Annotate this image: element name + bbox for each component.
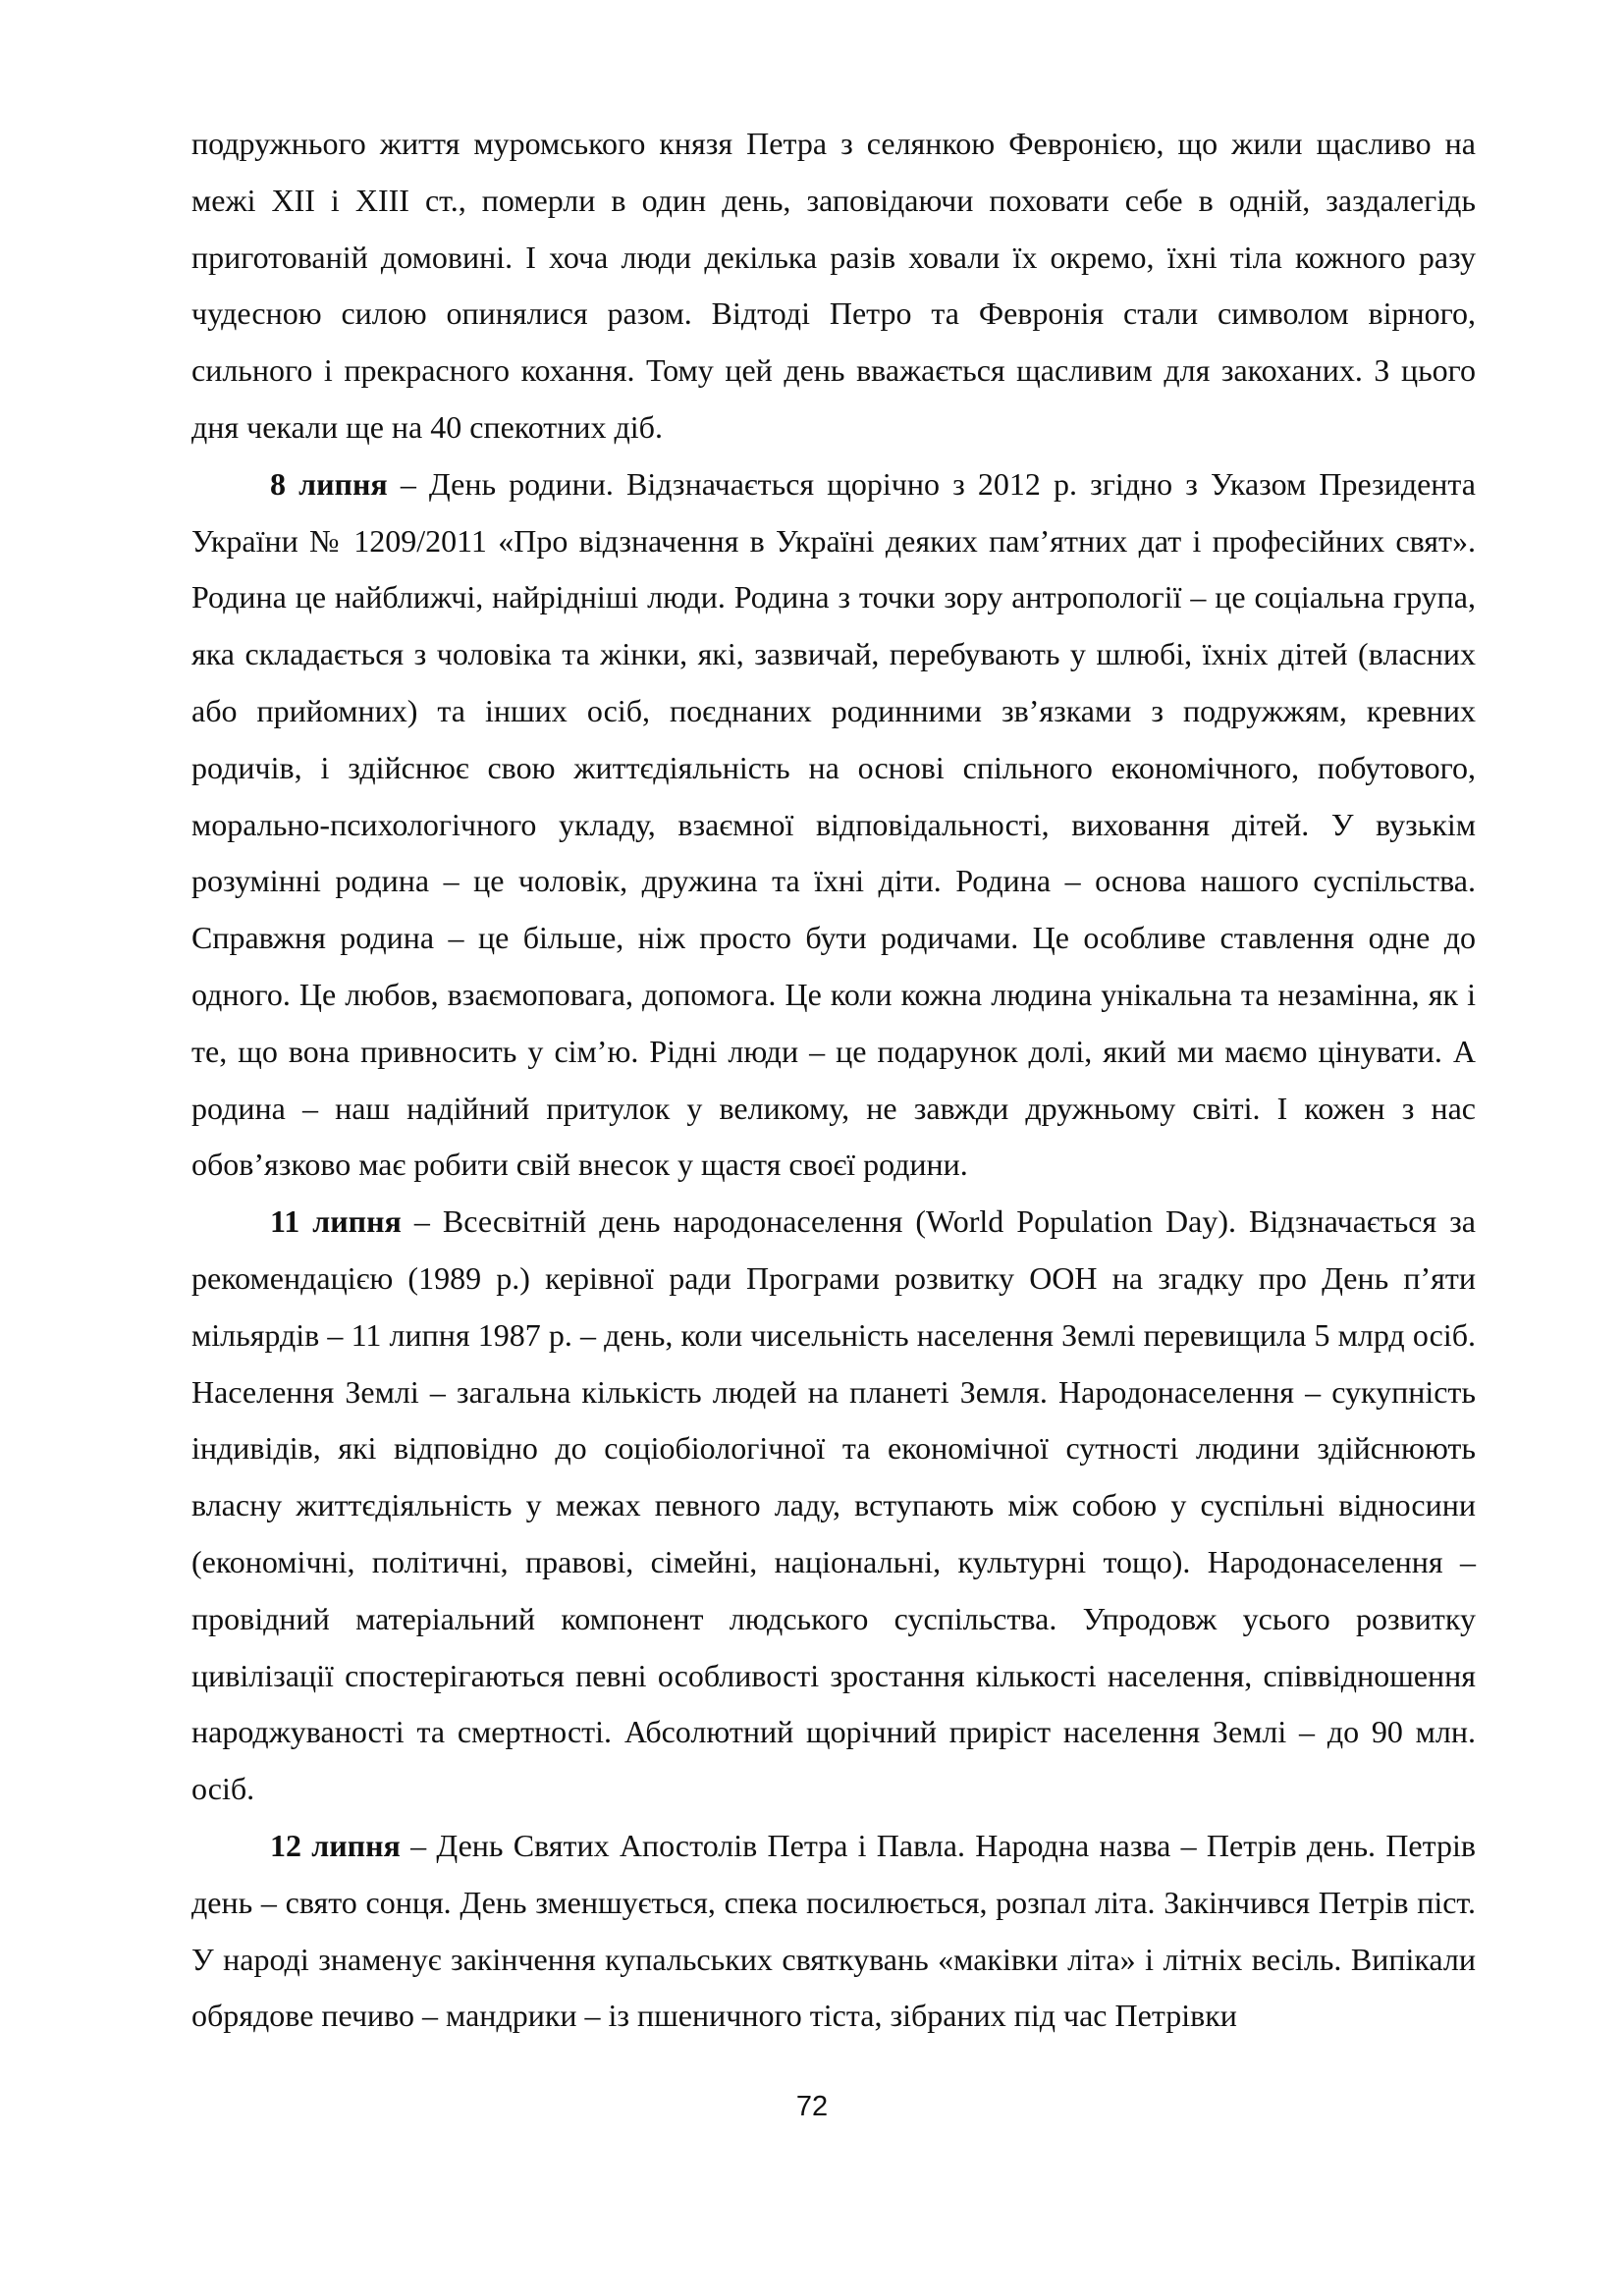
date-heading: 12 липня [270, 1827, 401, 1863]
paragraph-july-12 [191, 1818, 1476, 2045]
paragraph-text: – Всесвітній день народонаселення (World Population Day). Відзначається за рекомендацією (1989 р.) керівної ради Програми розвитку ООН на згадку про День п’яти мільярдів – 11 липня 1987 р. – день, коли чисельність населення Землі перевищила 5 млрд осіб. Населення Землі – загальна кількість людей на планеті Земля. Народонаселення – сукупність індивідів, які відповідно до соціобіологічної та економічної сутності людини здійснюють власну життєдіяльність у межах певного ладу, вступають між собою у суспільні відносини (економічні, політичні, правові, сімейні, національні, культурні тощо). Народонаселення – провідний матеріальний компонент людського суспільства. Упродовж усього розвитку цивілізації спостерігаються певні особливості зростання кількості населення, співвідношення народжуваності та смертності. Абсолютний щорічний приріст населення Землі – до 90 млн. осіб. [191, 1203, 1476, 1807]
paragraph-continuation [191, 116, 1476, 456]
date-heading: 11 липня [270, 1203, 402, 1240]
paragraph-july-8 [191, 456, 1476, 1194]
paragraph-text: подружнього життя муромського князя Петра з селянкою Февронією, що жили щасливо на межі XII і XIII ст., померли в один день, заповідаючи поховати себе в одній, заздалегідь приготованій домовині. І хоча люди декілька разів ховали їх окремо, їхні тіла кожного разу чудесною силою опинялися разом. Відтоді Петро та Февронія стали символом вірного, сильного і прекрасного кохання. Тому цей день вважається щасливим для закоханих. З цього дня чекали ще на 40 спекотних діб. [191, 126, 1476, 445]
paragraph-text: – День Святих Апостолів Петра і Павла. Народна назва – Петрів день. Петрів день – свято сонця. День зменшується, спека посилюється, розпал літа. Закінчився Петрів піст. У народі знаменує закінчення купальських святкувань «маківки літа» і літніх весіль. Випікали обрядове печиво – мандрики – із пшеничного тіста, зібраних під час Петрівки [191, 1827, 1477, 2034]
page-number: 72 [795, 2091, 829, 2122]
paragraph-july-11 [191, 1194, 1476, 1818]
paragraph-text: – День родини. Відзначається щорічно з 2012 р. згідно з Указом Президента України № 1209/2011 «Про відзначення в Україні деяких пам’ятних дат і професійних свят». Родина це найближчі, найрідніші люди. Родина з точки зору антропології – це соціальна група, яка складається з чоловіка та жінки, які, зазвичай, перебувають у шлюбі, їхніх дітей (власних або прийомних) та інших осіб, поєднаних родинними зв’язками з подружжям, кревних родичів, і здійснює свою життєдіяльність на основі спільного економічного, побутового, морально-психологічного укладу, взаємної відповідальності, виховання дітей. У вузькім розумінні родина – це чоловік, дружина та їхні діти. Родина – основа нашого суспільства. Справжня родина – це більше, ніж просто бути родичами. Це особливе ставлення одне до одного. Це любов, взаємоповага, допомога. Це коли кожна людина унікальна та незамінна, як і те, що вона привносить у сім’ю. Рідні люди – це подарунок долі, який ми маємо цінувати. А родина – наш надійний притулок у великому, не завжди дружньому світі. І кожен з нас обов’язково має робити свій внесок у щастя своєї родини. [191, 465, 1477, 1183]
date-heading: 8 липня [270, 465, 388, 502]
document-body [191, 116, 1476, 2045]
